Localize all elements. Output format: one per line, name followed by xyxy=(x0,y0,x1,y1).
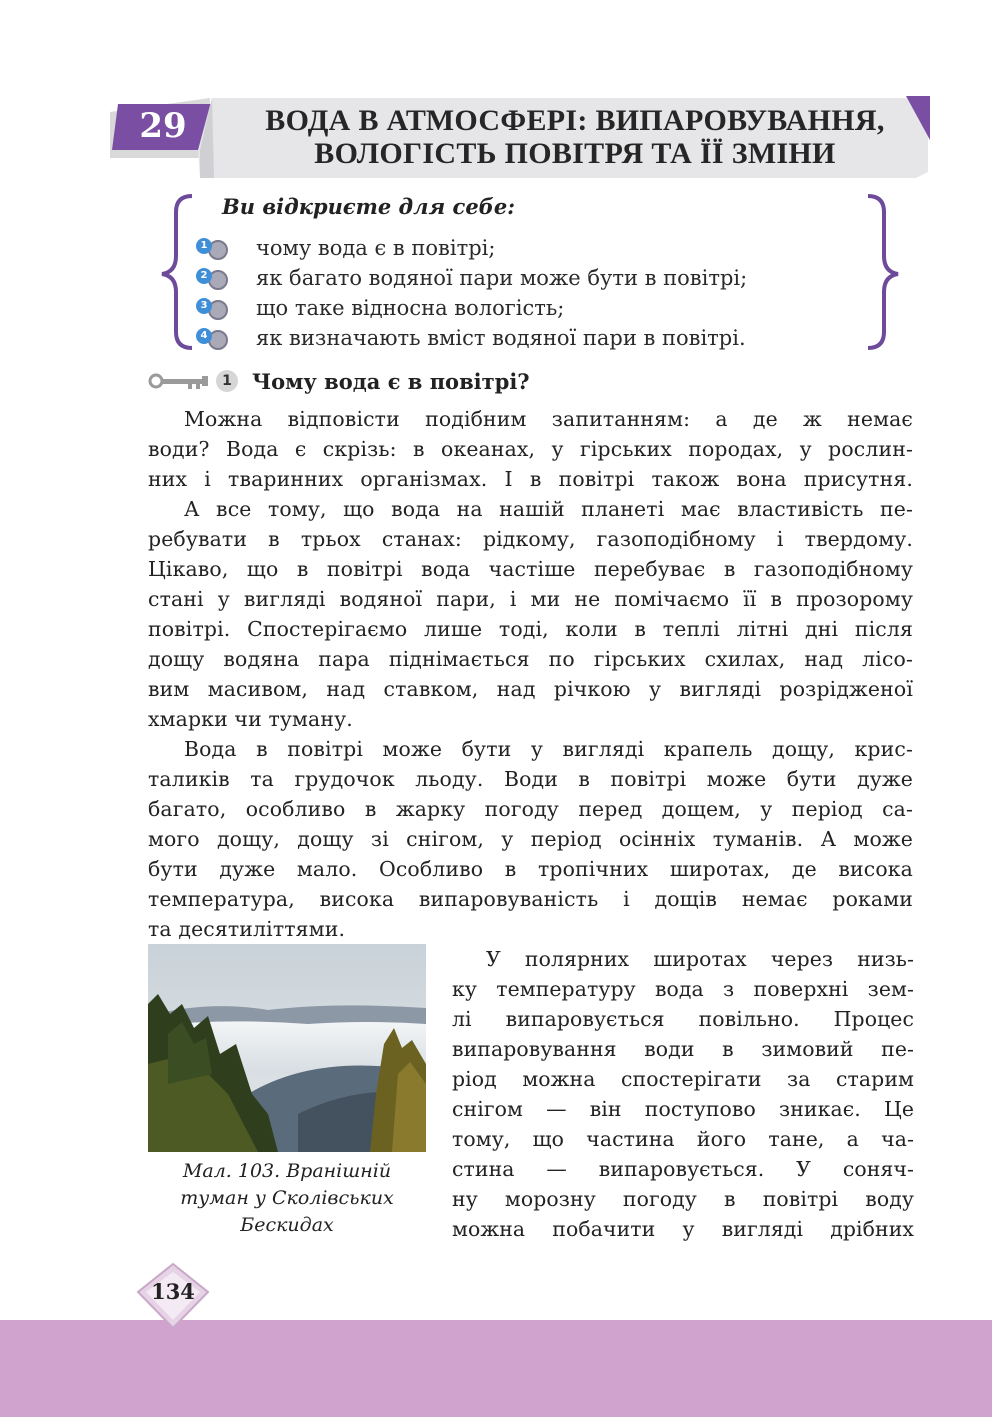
text-line: них і тваринних організмах. І в повітрі також вона присутня. xyxy=(148,467,913,491)
caption-line: Мал. 103. Вранішній xyxy=(182,1160,392,1182)
text-line: Можна відповісти подібним запитанням: а де ж немає xyxy=(184,407,913,431)
text-line: ребувати в трьох станах: рідкому, газоподібному і твердому. xyxy=(148,527,913,551)
paragraph-2 xyxy=(148,494,913,734)
objective-text: чому вода є в повітрі; xyxy=(256,236,496,260)
text-line: мого дощу, дощу зі снігом, у період осінніх туманів. А може xyxy=(148,827,913,851)
page-title xyxy=(230,104,920,170)
caption-line: Бескидах xyxy=(240,1214,334,1236)
text-line: повітрі. Спостерігаємо лише тоді, коли в теплі літні дні після xyxy=(148,617,913,641)
text-line: можна побачити у вигляді дрібних xyxy=(452,1217,914,1241)
objective-text: як багато водяної пари може бути в повітрі; xyxy=(256,266,748,290)
right-brace-icon xyxy=(862,192,902,354)
lock-icon: 1 xyxy=(196,236,234,260)
paragraph-1 xyxy=(148,404,913,494)
text-line: снігом — він поступово зникає. Це xyxy=(452,1097,914,1121)
caption-line: туман у Сколівських xyxy=(180,1187,394,1209)
text-line: температура, висока випаровуваність і дощів немає роками xyxy=(148,887,913,911)
text-line: випаровування води в зимовий пе- xyxy=(452,1037,914,1061)
text-line: ну морозну погоду в повітрі воду xyxy=(452,1187,914,1211)
header-banner-graphic xyxy=(0,0,992,200)
paragraph-3 xyxy=(148,734,913,944)
page-title-line-2: ВОЛОГІСТЬ ПОВІТРЯ ТА ЇЇ ЗМІНИ xyxy=(314,137,836,170)
text-line: ріод можна спостерігати за старим xyxy=(452,1067,914,1091)
text-line: Цікаво, що в повітрі вода частіше перебуває в газоподібному xyxy=(148,557,913,581)
section-title: Чому вода є в повітрі? xyxy=(252,368,530,394)
objective-item xyxy=(196,323,747,353)
text-line: ку температуру вода з поверхні зем- xyxy=(452,977,914,1001)
objectives-list xyxy=(196,233,747,353)
text-line: А все тому, що вода на нашій планеті має властивість пе- xyxy=(184,497,913,521)
text-line: хмарки чи туману. xyxy=(148,707,353,731)
text-line: стані у вигляді водяної пари, і ми не помічаємо її в прозорому xyxy=(148,587,913,611)
text-line: Вода в повітрі може бути у вигляді крапель дощу, крис- xyxy=(184,737,913,761)
key-icon xyxy=(148,371,210,391)
paragraph-4 xyxy=(452,944,914,1244)
text-line: таликів та грудочок льоду. Води в повітрі може бути дуже xyxy=(148,767,913,791)
section-heading xyxy=(148,366,530,396)
objective-text: як визначають вміст водяної пари в повітрі. xyxy=(256,326,746,350)
page-number: 134 xyxy=(151,1279,195,1304)
text-line: дощу водяна пара піднімається по гірських схилах, над лісо- xyxy=(148,647,913,671)
objective-item xyxy=(196,263,747,293)
objectives-heading: Ви відкриєте для себе: xyxy=(222,194,515,219)
objective-item xyxy=(196,293,747,323)
lock-icon: 4 xyxy=(196,326,234,350)
text-line: тому, що частина його тане, а ча- xyxy=(452,1127,914,1151)
page-title-line-1: ВОДА В АТМОСФЕРІ: ВИПАРОВУВАННЯ, xyxy=(265,104,885,137)
section-number: 1 xyxy=(216,370,238,392)
objective-item xyxy=(196,233,747,263)
text-line: У полярних широтах через низь- xyxy=(486,947,914,971)
objective-text: що таке відносна вологість; xyxy=(256,296,565,320)
left-brace-icon xyxy=(158,192,198,354)
lesson-header xyxy=(0,0,992,200)
fog-mountains-photo xyxy=(148,944,426,1152)
lock-icon: 3 xyxy=(196,296,234,320)
text-line: бути дуже мало. Особливо в тропічних широтах, де висока xyxy=(148,857,913,881)
lesson-number: 29 xyxy=(139,106,187,146)
figure-caption xyxy=(148,1158,426,1239)
text-line: вим масивом, над ставком, над річкою у вигляді розрідженої xyxy=(148,677,913,701)
text-line: та десятиліттями. xyxy=(148,917,346,941)
text-line: лі випаровується повільно. Процес xyxy=(452,1007,914,1031)
text-line: багато, особливо в жарку погоду перед дощем, у період са- xyxy=(148,797,913,821)
text-line: стина — випаровується. У соняч- xyxy=(452,1157,914,1181)
text-line: води? Вода є скрізь: в океанах, у гірських породах, у рослин- xyxy=(148,437,913,461)
lock-icon: 2 xyxy=(196,266,234,290)
